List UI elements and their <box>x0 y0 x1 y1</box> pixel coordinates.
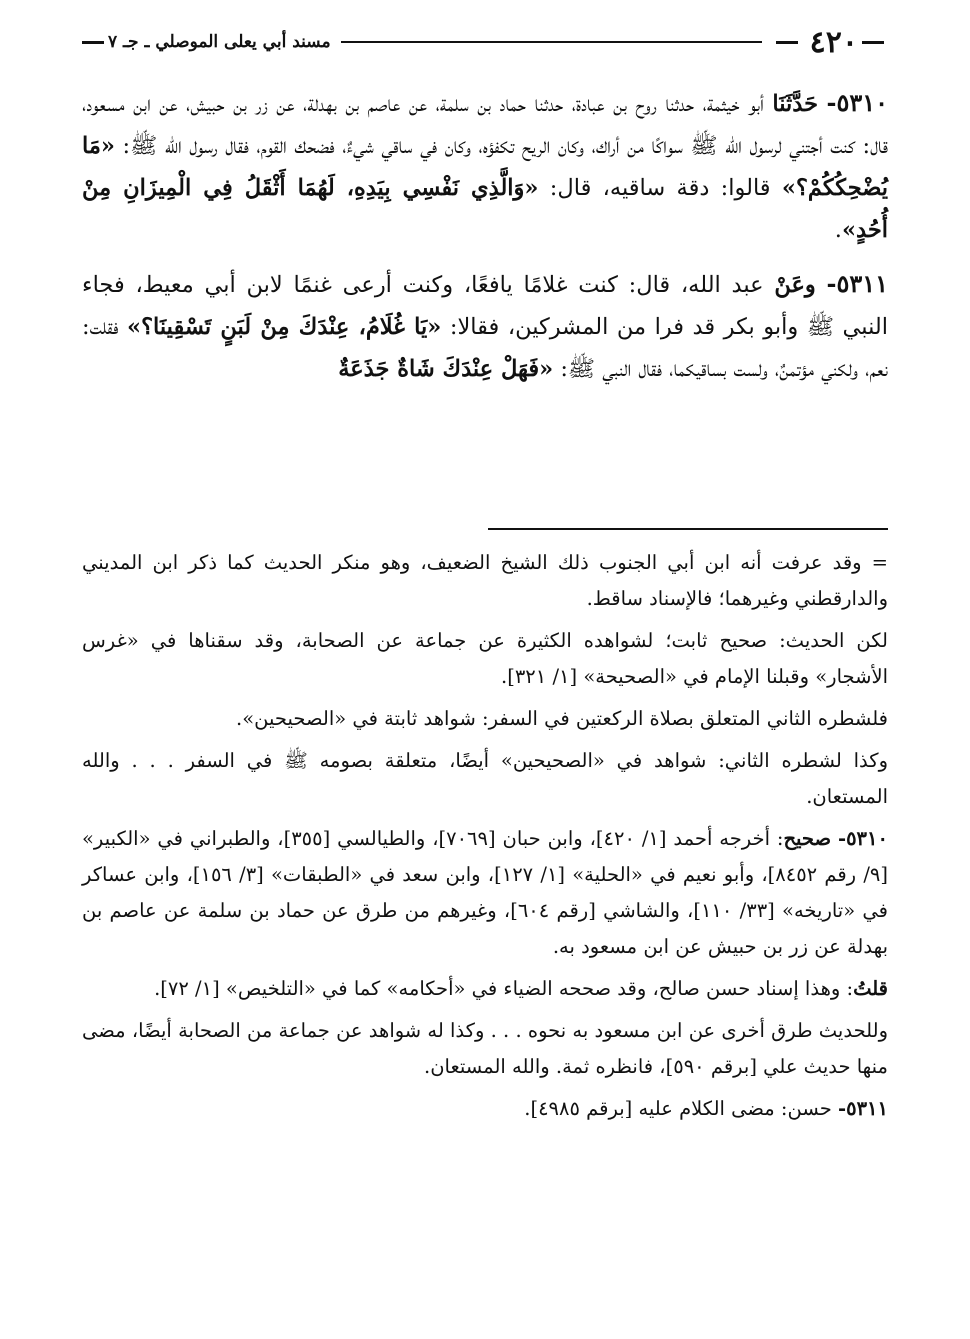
footnote-5310 <box>82 821 888 965</box>
running-header <box>78 22 888 62</box>
header-rule <box>341 41 762 43</box>
hadith-5310 <box>82 82 888 251</box>
hadith-text: قالوا: دقة ساقيه، قال: <box>538 175 782 201</box>
hadith-text: . <box>834 217 842 243</box>
prophetic-quote: «وَالَّذِي نَفْسِي بِيَدِهِ، لَهُمَا أَثْقَلُ فِي الْمِيزَانِ مِنْ أُحُدٍ» <box>82 175 888 243</box>
footnote-separator <box>488 528 888 530</box>
header-dash-left <box>82 41 104 44</box>
prophetic-quote: «فَهَلْ عِنْدَكَ شَاةٌ جَذَعَةٌ <box>338 356 554 382</box>
hadith-5311 <box>82 263 888 390</box>
footnote: فلشطره الثاني المتعلق بصلاة الركعتين في السفر: شواهد ثابتة في «الصحيحين». <box>236 707 888 730</box>
header-dash-mid <box>776 41 798 44</box>
footnote: وكذا لشطره الثاني: شواهد في «الصحيحين» أيضًا، متعلقة بصومه ﷺ في السفر . . . والله المستعان. <box>82 749 888 808</box>
hadith-number: ٥٣١١- <box>826 269 889 298</box>
footnote-text: حسن: مضى الكلام عليه [برقم ٤٩٨٥]. <box>524 1097 838 1120</box>
footnote-number: ٥٣١٠- <box>837 827 888 850</box>
footnotes <box>82 545 888 1133</box>
footnote <box>82 971 888 1007</box>
footnote-text: : وهذا إسناد حسن صالح، وقد صححه الضياء في «أحكامه» كما في «التلخيص» [١/ ٧٢]. <box>154 977 854 1000</box>
header-dash-right <box>862 41 884 44</box>
hadith-text: فقلت: نعم، ولكني مؤتمنٌ، ولست بساقيكما، فقال النبي ﷺ: <box>82 314 888 382</box>
grading-label: صحيح <box>783 827 832 850</box>
hadith-text: أبو خيثمة، حدثنا روح بن عبادة، حدثنا حماد بن سلمة، عن عاصم بن بهدلة، عن زر بن حبيش، عن ابن مسعود، قال: كنت أجتني لرسول الله ﷺ سواكًا من أراك، وكان الريح تكفؤه، وكان في ساقي شيءٌ، فضحك القوم، فقال رسول الله ﷺ: <box>82 91 888 159</box>
footnote-5311 <box>82 1091 888 1127</box>
prophetic-quote: «يَا غُلَامُ، عِنْدَكَ مِنْ لَبَنٍ تَسْقِينَا؟» <box>127 314 442 340</box>
footnote: لكن الحديث: صحيح ثابت؛ لشواهده الكثيرة عن جماعة عن الصحابة، وقد سقناها في «غرس الأشجار» وقبلنا الإمام في «الصحيحة» [١/ ٣٢١]. <box>82 629 888 688</box>
main-text <box>82 82 888 402</box>
hadith-opening: حَدَّثَنَا <box>772 91 819 117</box>
footnote: وللحديث طرق أخرى عن ابن مسعود به نحوه . . . وكذا له شواهد عن جماعة من الصحابة أيضًا، مضى منها حديث علي [برقم ٥٩٠]، فانظره ثمة. والله المستعان. <box>82 1019 888 1078</box>
footnote: = وقد عرفت أنه ابن أبي الجنوب ذلك الشيخ الضعيف، وهو منكر الحديث كما ذكر ابن المديني والدارقطني وغيرهما؛ فالإسناد ساقط. <box>82 551 888 610</box>
note-label: قلتُ <box>853 977 888 1000</box>
prophetic-quote: «مَا يُضْحِكُكُمْ؟» <box>82 133 889 201</box>
footnote-text: : أخرجه أحمد [١/ ٤٢٠]، وابن حبان [٧٠٦٩]، والطيالسي [٣٥٥]، والطبراني في «الكبير» [٩/ رقم ٨٤٥٢]، وأبو نعيم في «الحلية» [١/ ١٢٧]، وابن سعد في «الطبقات» [٣/ ١٥٦]، وابن عساكر في «تاريخه» [٣٣/ ١١٠]، والشاشي [رقم ٦٠٤]، وغيرهم من طرق عن حماد بن سلمة عن عاصم بن بهدلة عن زر بن حبيش عن ابن مسعود به. <box>82 827 888 958</box>
footnote-number: ٥٣١١- <box>838 1097 888 1120</box>
book-title: مسند أبي يعلى الموصلي ـ جـ ٧ <box>108 32 331 52</box>
hadith-text: عبد الله، قال: كنت غلامًا يافعًا، وكنت أرعى غنمًا لابن أبي معيط، فجاء النبي ﷺ وأبو بكر قد فرا من المشركين، فقالا: <box>82 272 888 340</box>
hadith-opening: وعَنْ <box>774 272 816 298</box>
hadith-number: ٥٣١٠- <box>826 88 888 117</box>
page-number: ٤٢٠ <box>809 24 858 60</box>
